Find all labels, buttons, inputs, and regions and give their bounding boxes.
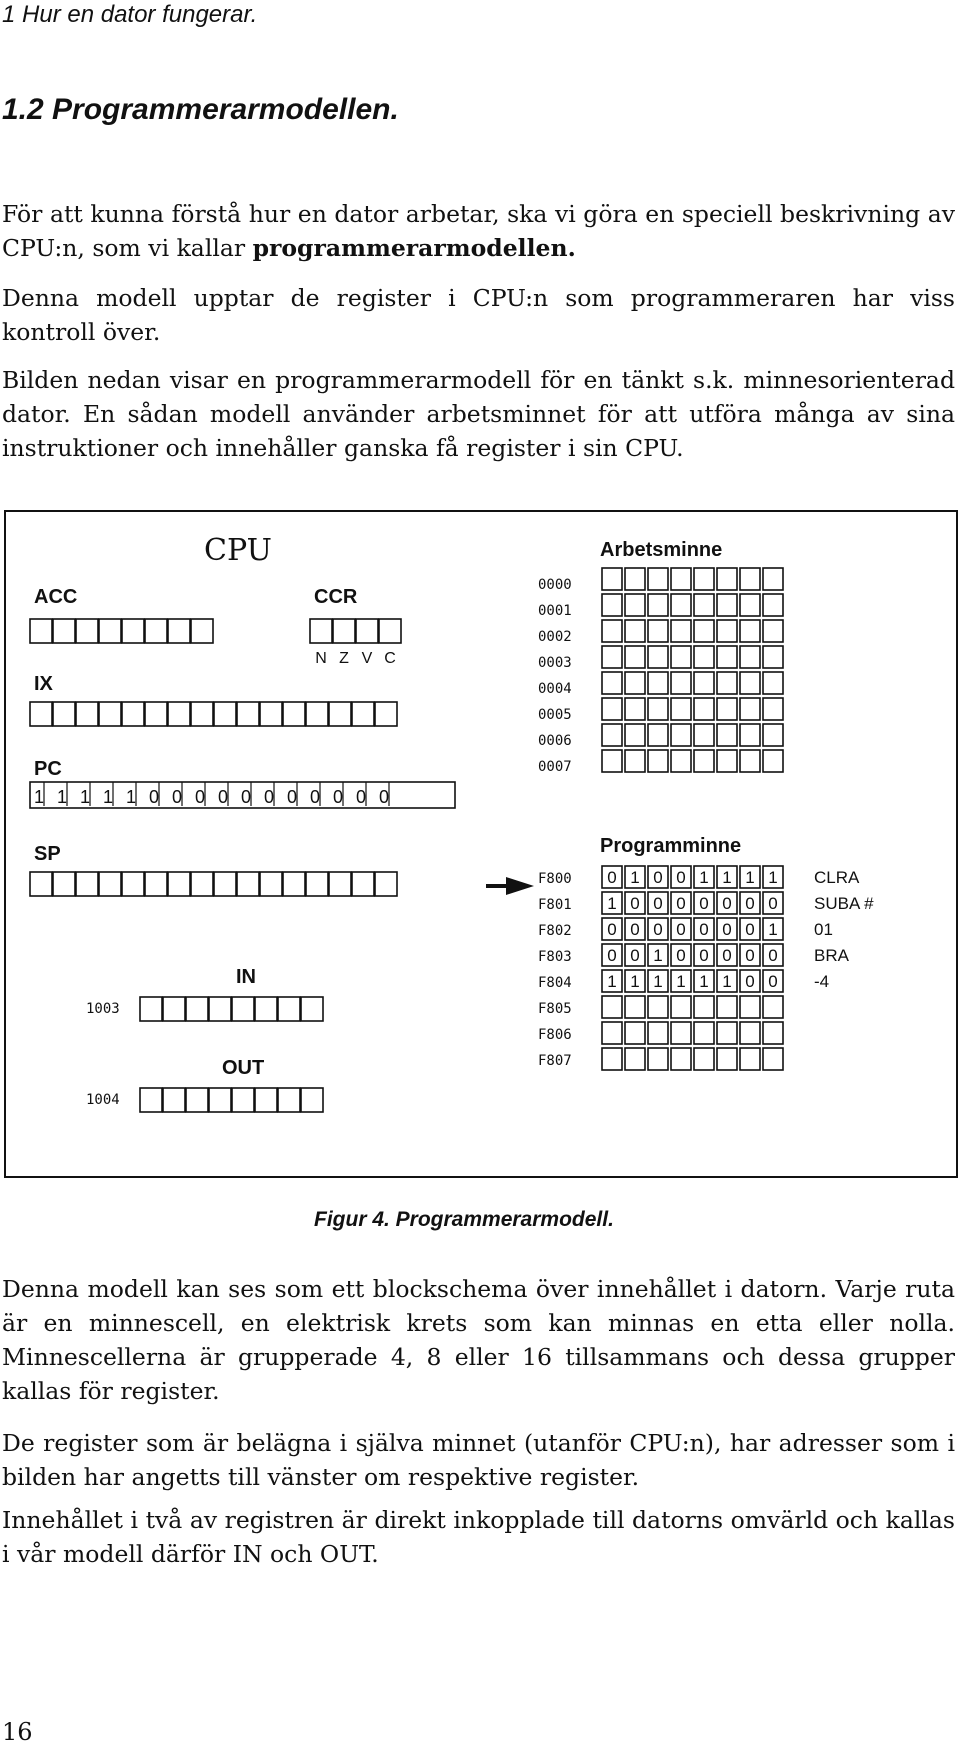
outro-paragraph-3: Innehållet i två av registren är direkt inkopplade till datorns omvärld och kallas i vår modell därför IN och OUT.	[2, 1506, 955, 1568]
work-memory-cell	[763, 724, 783, 746]
acc-register-cell	[99, 619, 121, 643]
program-memory-address: F802	[538, 923, 572, 939]
work-memory-cell	[763, 646, 783, 668]
ccr-flag-label: N	[315, 650, 327, 667]
out-register-cell	[278, 1088, 300, 1112]
program-memory-address: F803	[538, 949, 572, 965]
program-memory-bit: 0	[722, 894, 732, 913]
program-memory-cell	[625, 1022, 645, 1044]
program-memory-bit: 0	[607, 946, 617, 965]
acc-register-cell	[122, 619, 144, 643]
ix-register-cell	[30, 702, 52, 726]
work-memory-address: 0007	[538, 759, 572, 775]
acc-register-cell	[30, 619, 52, 643]
out-register-cell	[232, 1088, 254, 1112]
program-memory-bit: 1	[630, 868, 640, 887]
work-memory-cell	[694, 698, 714, 720]
program-memory-comment: BRA	[814, 946, 849, 965]
ix-register-cell	[191, 702, 213, 726]
work-memory-cell	[671, 724, 691, 746]
out-register-cell	[301, 1088, 323, 1112]
program-memory-cell	[648, 1022, 668, 1044]
in-register-cell	[232, 997, 254, 1021]
work-memory-cell	[625, 594, 645, 616]
ccr-register-cell	[379, 619, 401, 643]
pc-label: PC	[34, 758, 62, 780]
program-memory-bit: 0	[653, 920, 663, 939]
acc-register-cell	[168, 619, 190, 643]
in-register-cell	[140, 997, 162, 1021]
pc-bit: 1	[79, 787, 91, 807]
work-memory-cell	[694, 620, 714, 642]
work-memory-address: 0005	[538, 707, 572, 723]
out-register-cell	[186, 1088, 208, 1112]
ccr-register-cell	[356, 619, 378, 643]
ix-register-cell	[237, 702, 259, 726]
in-register-cell	[255, 997, 277, 1021]
section-title: 1.2 Programmerarmodellen.	[2, 93, 399, 126]
program-memory-cell	[717, 1022, 737, 1044]
work-memory-cell	[717, 672, 737, 694]
in-register-cell	[186, 997, 208, 1021]
intro-p1-bold-term: programmerarmodellen.	[252, 234, 576, 262]
work-memory-cell	[648, 698, 668, 720]
work-memory-address: 0000	[538, 577, 572, 593]
work-memory-cell	[740, 724, 760, 746]
program-memory-cell	[763, 1022, 783, 1044]
program-memory-bit: 0	[630, 894, 640, 913]
out-register-cell	[163, 1088, 185, 1112]
work-memory-cell	[717, 594, 737, 616]
ix-register-cell	[306, 702, 328, 726]
work-memory-cell	[671, 594, 691, 616]
program-memory-bit: 0	[722, 946, 732, 965]
program-memory-cell	[625, 1048, 645, 1070]
program-memory-title: Programminne	[600, 835, 742, 857]
ccr-register-cell	[310, 619, 332, 643]
work-memory-cell	[717, 698, 737, 720]
sp-register-cell	[260, 872, 282, 896]
intro-paragraph-2: Denna modell upptar de register i CPU:n som programmeraren har viss kontroll över.	[2, 284, 955, 346]
work-memory-cell	[648, 594, 668, 616]
program-memory-cell	[602, 996, 622, 1018]
program-memory-bit: 0	[676, 946, 686, 965]
work-memory-cell	[625, 672, 645, 694]
pc-bit: 0	[355, 787, 367, 807]
program-memory-cell	[694, 1048, 714, 1070]
pc-bit: 0	[217, 787, 229, 807]
program-memory-bit: 1	[607, 894, 617, 913]
work-memory-cell	[740, 750, 760, 772]
work-memory-cell	[694, 724, 714, 746]
work-memory-cell	[602, 646, 622, 668]
pc-bit: 0	[286, 787, 298, 807]
work-memory-cell	[648, 724, 668, 746]
program-memory-bit: 0	[630, 920, 640, 939]
work-memory-cell	[648, 568, 668, 590]
program-memory-cell	[740, 996, 760, 1018]
sp-register-cell	[352, 872, 374, 896]
pc-bit: 0	[309, 787, 321, 807]
sp-register-cell	[53, 872, 75, 896]
sp-register-cell	[145, 872, 167, 896]
work-memory-cell	[602, 724, 622, 746]
program-memory-bit: 0	[653, 868, 663, 887]
program-memory-cell	[671, 996, 691, 1018]
program-memory-bit: 0	[722, 920, 732, 939]
work-memory-address: 0001	[538, 603, 572, 619]
work-memory-cell	[763, 672, 783, 694]
program-memory-bit: 0	[768, 894, 778, 913]
ccr-flag-label: V	[361, 650, 373, 667]
pc-bit: 1	[102, 787, 114, 807]
program-memory-cell	[625, 996, 645, 1018]
pc-bit: 0	[240, 787, 252, 807]
program-memory-bit: 0	[745, 946, 755, 965]
work-memory-cell	[717, 724, 737, 746]
program-memory-cell	[763, 996, 783, 1018]
ix-register-cell	[283, 702, 305, 726]
work-memory-cell	[763, 750, 783, 772]
ix-register-cell	[145, 702, 167, 726]
work-memory-cell	[648, 620, 668, 642]
sp-register-cell	[214, 872, 236, 896]
program-memory-bit: 0	[699, 946, 709, 965]
program-memory-bit: 1	[699, 972, 709, 991]
program-memory-bit: 1	[722, 868, 732, 887]
program-memory-cell	[740, 1048, 760, 1070]
ix-register-cell	[53, 702, 75, 726]
out-register-cell	[209, 1088, 231, 1112]
sp-register-cell	[76, 872, 98, 896]
program-memory-cell	[671, 1048, 691, 1070]
acc-register-cell	[145, 619, 167, 643]
pc-bit: 0	[171, 787, 183, 807]
intro-p1-text: För att kunna förstå hur en dator arbetar, ska vi göra en speciell beskrivning av CPU:n, som vi kallar	[2, 200, 955, 262]
work-memory-cell	[671, 620, 691, 642]
work-memory-cell	[740, 698, 760, 720]
program-memory-bit: 1	[630, 972, 640, 991]
sp-register-cell	[375, 872, 397, 896]
program-memory-bit: 1	[653, 972, 663, 991]
work-memory-cell	[602, 568, 622, 590]
work-memory-cell	[625, 698, 645, 720]
ix-register-cell	[375, 702, 397, 726]
acc-register-cell	[53, 619, 75, 643]
ccr-flag-label: C	[384, 650, 396, 667]
program-memory-cell	[602, 1048, 622, 1070]
ix-register-cell	[352, 702, 374, 726]
ix-register-cell	[168, 702, 190, 726]
ix-register-cell	[329, 702, 351, 726]
program-memory-bit: 0	[745, 972, 755, 991]
work-memory-cell	[602, 698, 622, 720]
work-memory-cell	[602, 672, 622, 694]
program-memory-bit: 1	[676, 972, 686, 991]
work-memory-cell	[740, 620, 760, 642]
work-memory-cell	[625, 724, 645, 746]
program-memory-bit: 0	[745, 920, 755, 939]
work-memory-cell	[717, 750, 737, 772]
work-memory-address: 0004	[538, 681, 572, 697]
work-memory-cell	[763, 620, 783, 642]
work-memory-cell	[602, 594, 622, 616]
program-memory-address: F806	[538, 1027, 572, 1043]
ix-register-cell	[122, 702, 144, 726]
in-register-cell	[209, 997, 231, 1021]
program-memory-comment: 01	[814, 920, 833, 939]
work-memory-cell	[694, 750, 714, 772]
ix-label: IX	[34, 673, 53, 695]
in-register-cell	[163, 997, 185, 1021]
program-memory-cell	[763, 1048, 783, 1070]
work-memory-cell	[740, 672, 760, 694]
sp-register-cell	[30, 872, 52, 896]
work-memory-cell	[671, 568, 691, 590]
work-memory-cell	[625, 620, 645, 642]
program-memory-address: F800	[538, 871, 572, 887]
program-memory-bit: 0	[768, 946, 778, 965]
program-memory-cell	[694, 996, 714, 1018]
work-memory-title: Arbetsminne	[600, 539, 723, 561]
sp-register-cell	[191, 872, 213, 896]
program-memory-bit: 0	[699, 894, 709, 913]
program-memory-bit: 0	[676, 894, 686, 913]
work-memory-cell	[717, 646, 737, 668]
outro-paragraph-2: De register som är belägna i själva minnet (utanför CPU:n), har adresser som i bilden har angetts till vänster om respektive register.	[2, 1429, 955, 1491]
program-memory-cell	[740, 1022, 760, 1044]
work-memory-cell	[648, 750, 668, 772]
intro-paragraph-3: Bilden nedan visar en programmerarmodell för en tänkt s.k. minnesorienterad dator. En sådan modell använder arbetsminnet för att utföra många av sina instruktioner och innehåller ganska få register i sin CPU.	[2, 366, 955, 462]
work-memory-cell	[671, 698, 691, 720]
work-memory-cell	[763, 594, 783, 616]
out-register-cell	[255, 1088, 277, 1112]
intro-paragraph-1	[2, 197, 955, 265]
pc-bit: 0	[332, 787, 344, 807]
work-memory-address: 0002	[538, 629, 572, 645]
program-memory-bit: 0	[676, 920, 686, 939]
figure-caption: Figur 4. Programmerarmodell.	[314, 1208, 614, 1231]
work-memory-cell	[763, 568, 783, 590]
program-memory-comment: -4	[814, 972, 830, 991]
work-memory-cell	[763, 698, 783, 720]
work-memory-cell	[694, 672, 714, 694]
work-memory-cell	[694, 568, 714, 590]
acc-register-cell	[76, 619, 98, 643]
program-memory-cell	[648, 996, 668, 1018]
ix-register-cell	[260, 702, 282, 726]
program-memory-bit: 0	[745, 894, 755, 913]
program-memory-bit: 0	[676, 868, 686, 887]
program-memory-cell	[717, 1048, 737, 1070]
ix-register-cell	[76, 702, 98, 726]
in-address: 1003	[86, 1001, 120, 1017]
pc-bit: 1	[56, 787, 68, 807]
program-memory-bit: 0	[630, 946, 640, 965]
ccr-flag-label: Z	[339, 650, 349, 667]
work-memory-cell	[694, 646, 714, 668]
work-memory-cell	[717, 620, 737, 642]
in-register-cell	[301, 997, 323, 1021]
sp-register-cell	[168, 872, 190, 896]
program-memory-cell	[671, 1022, 691, 1044]
work-memory-cell	[671, 672, 691, 694]
program-memory-address: F804	[538, 975, 572, 991]
work-memory-cell	[717, 568, 737, 590]
programmer-model-diagram	[6, 512, 956, 1176]
out-address: 1004	[86, 1092, 120, 1108]
program-memory-address: F805	[538, 1001, 572, 1017]
pc-bit: 1	[33, 787, 45, 807]
work-memory-cell	[671, 750, 691, 772]
work-memory-cell	[648, 672, 668, 694]
program-memory-bit: 0	[653, 894, 663, 913]
work-memory-cell	[602, 620, 622, 642]
arrow-head	[506, 877, 534, 895]
in-label: IN	[236, 966, 256, 988]
page-number: 16	[2, 1718, 33, 1746]
sp-register-cell	[283, 872, 305, 896]
work-memory-cell	[602, 750, 622, 772]
program-memory-cell	[648, 1048, 668, 1070]
work-memory-cell	[694, 594, 714, 616]
outro-paragraph-1: Denna modell kan ses som ett blockschema över innehållet i datorn. Varje ruta är en minnescell, en elektrisk krets som kan minnas en etta eller nolla. Minnescellerna är grupperade 4, 8 eller 16 tillsammans och dessa grupper kallas för register.	[2, 1275, 955, 1405]
in-register-cell	[278, 997, 300, 1021]
program-memory-bit: 0	[768, 972, 778, 991]
cpu-title: CPU	[204, 533, 272, 568]
program-memory-cell	[694, 1022, 714, 1044]
program-memory-address: F801	[538, 897, 572, 913]
program-memory-comment: CLRA	[814, 868, 860, 887]
program-memory-cell	[602, 1022, 622, 1044]
sp-register-cell	[306, 872, 328, 896]
acc-label: ACC	[34, 586, 78, 608]
sp-register-cell	[329, 872, 351, 896]
program-memory-bit: 0	[607, 920, 617, 939]
program-memory-cell	[717, 996, 737, 1018]
work-memory-cell	[625, 646, 645, 668]
sp-register-cell	[237, 872, 259, 896]
program-memory-bit: 0	[607, 868, 617, 887]
ccr-label: CCR	[314, 586, 358, 608]
work-memory-cell	[625, 750, 645, 772]
work-memory-cell	[625, 568, 645, 590]
pc-bit: 1	[125, 787, 137, 807]
sp-label: SP	[34, 843, 61, 865]
work-memory-cell	[740, 568, 760, 590]
out-label: OUT	[222, 1057, 265, 1079]
pc-bit: 0	[378, 787, 390, 807]
program-memory-comment: SUBA #	[814, 894, 874, 913]
pc-bit: 0	[148, 787, 160, 807]
ix-register-cell	[214, 702, 236, 726]
pc-bit: 0	[263, 787, 275, 807]
sp-register-cell	[122, 872, 144, 896]
out-register-cell	[140, 1088, 162, 1112]
pc-bit: 0	[194, 787, 206, 807]
acc-register-cell	[191, 619, 213, 643]
program-memory-bit: 1	[722, 972, 732, 991]
work-memory-address: 0003	[538, 655, 572, 671]
program-memory-bit: 0	[699, 920, 709, 939]
work-memory-cell	[740, 646, 760, 668]
program-memory-bit: 1	[745, 868, 755, 887]
work-memory-cell	[648, 646, 668, 668]
sp-register-cell	[99, 872, 121, 896]
ccr-register-cell	[333, 619, 355, 643]
program-memory-bit: 1	[653, 946, 663, 965]
program-memory-bit: 1	[768, 868, 778, 887]
program-memory-address: F807	[538, 1053, 572, 1069]
programmer-model-figure	[4, 510, 958, 1178]
ix-register-cell	[99, 702, 121, 726]
work-memory-address: 0006	[538, 733, 572, 749]
program-memory-bit: 1	[607, 972, 617, 991]
work-memory-cell	[671, 646, 691, 668]
chapter-header: 1 Hur en dator fungerar.	[2, 1, 258, 28]
program-memory-bit: 1	[768, 920, 778, 939]
work-memory-cell	[740, 594, 760, 616]
program-memory-bit: 1	[699, 868, 709, 887]
